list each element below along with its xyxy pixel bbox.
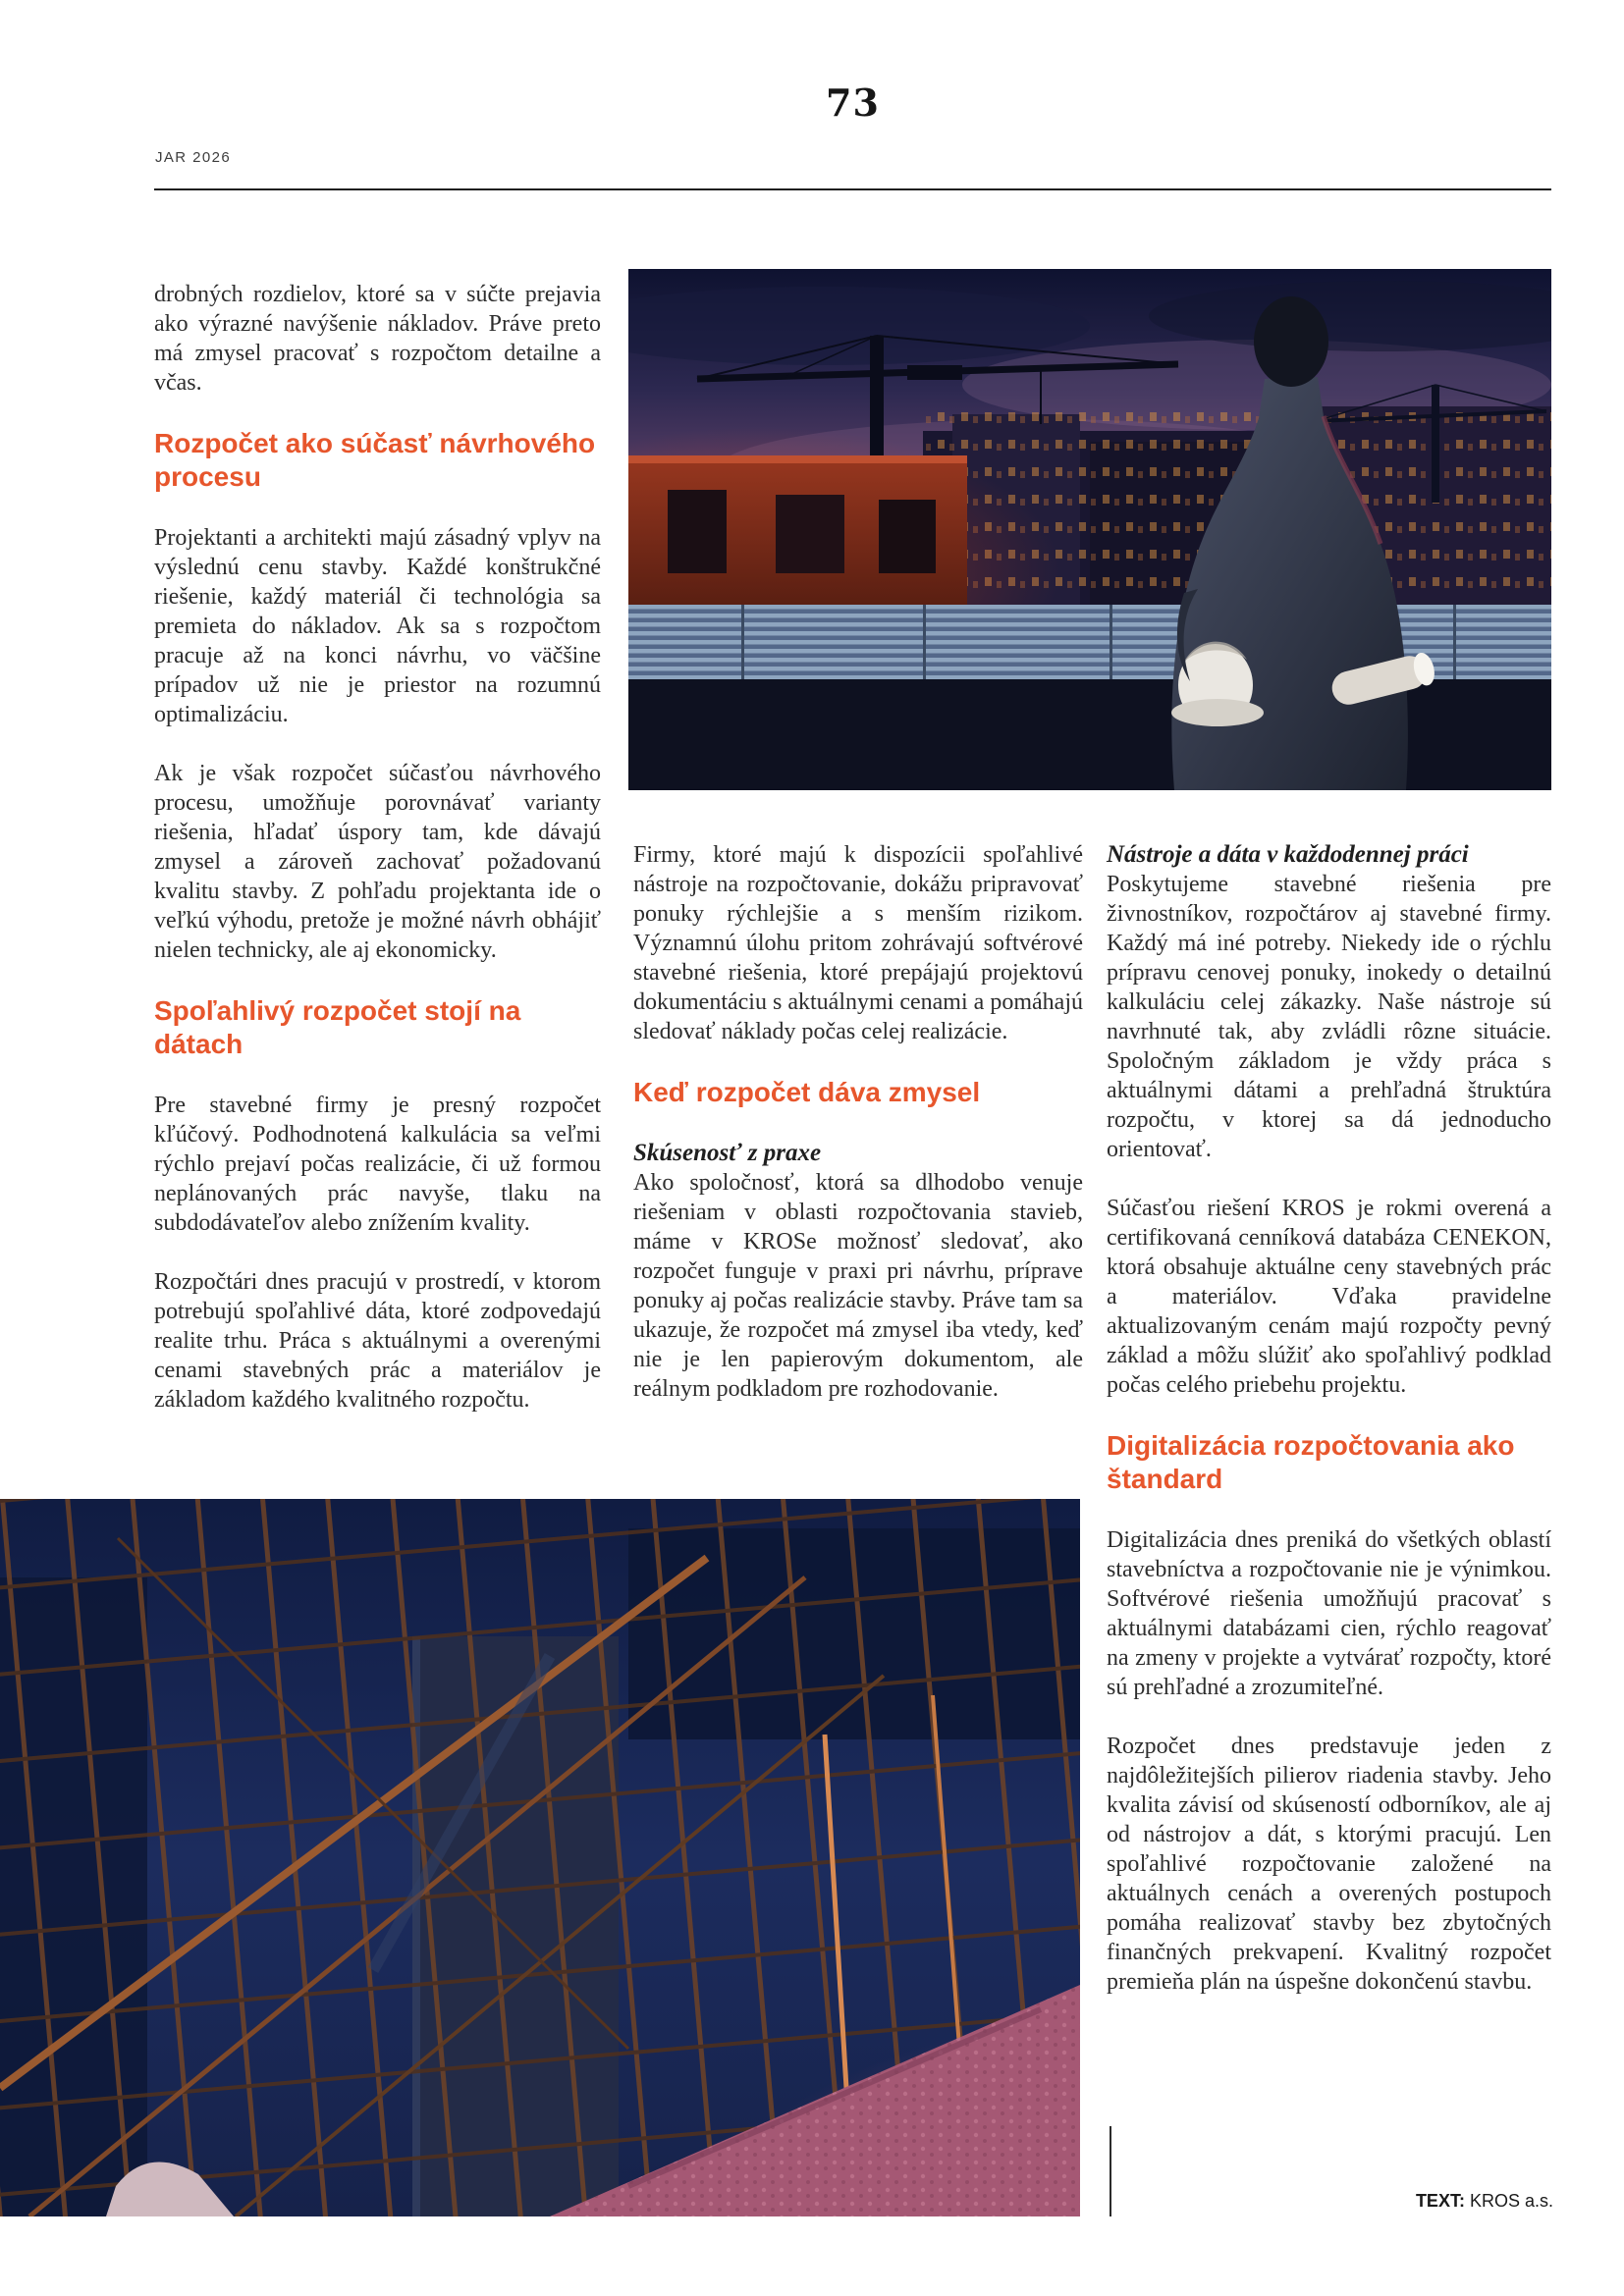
paragraph: Firmy, ktoré majú k dispozícii spoľahlivé nástroje na rozpočtovanie, dokážu pripravovať ponuky rýchlejšie a s menším rizikom. Významnú úlohu pritom zohrávajú softvérové stavebné riešenia, ktoré prepájajú projektovú dokumentáciu s aktuálnymi cenami a pomáhajú sledovať náklady počas celej realizácie. xyxy=(633,842,1083,1044)
paragraph: Digitalizácia dnes preniká do všetkých oblastí stavebníctva a rozpočtovanie nie je výnimkou. Softvérové riešenia umožňujú pracovať s aktuálnymi databázami cien, rýchlo reagovať na zmeny v projekte a vytvárať rozpočty, ktoré sú prehľadné a zrozumiteľné. xyxy=(1107,1527,1551,1700)
text-credit xyxy=(1107,2190,1553,2213)
credit-label: TEXT: xyxy=(1415,2191,1465,2211)
section-heading: Rozpočet ako súčasť návrhového procesu xyxy=(154,428,596,492)
construction-dusk-photo xyxy=(628,269,1551,790)
section-heading: Keď rozpočet dáva zmysel xyxy=(633,1077,981,1107)
column-right xyxy=(1107,840,1551,2026)
worker-head xyxy=(1254,296,1328,387)
construction-dusk-illustration xyxy=(628,269,1551,790)
issue-label: JAR 2026 xyxy=(155,149,232,166)
credit-value: KROS a.s. xyxy=(1469,2191,1553,2211)
paragraph: Pre stavebné firmy je presný rozpočet kľúčový. Podhodnotená kalkulácia sa veľmi rýchlo prejaví počas realizácie, či už formou neplánovaných prác navyše, tlaku na subdodávateľov alebo znížením kvality. xyxy=(154,1093,601,1236)
scaffolding-night-illustration xyxy=(0,1499,1080,2216)
column-left xyxy=(154,280,601,1444)
ground xyxy=(628,679,1551,790)
header-rule xyxy=(154,188,1551,190)
sub-heading: Nástroje a dáta v každodennej práci xyxy=(1107,841,1469,868)
paragraph: Ak je však rozpočet súčasťou návrhového procesu, umožňuje porovnávať varianty riešenia, hľadať úspory tam, kde dávajú zmysel a zároveň zachovať požadovanú kvalitu stavby. Z pohľadu projektanta ide o veľkú výhodu, pretože je možné návrh obhájiť nielen technicky, ale aj ekonomicky. xyxy=(154,761,601,963)
section-heading: Spoľahlivý rozpočet stojí na dátach xyxy=(154,995,521,1059)
paragraph: drobných rozdielov, ktoré sa v súčte prejavia ako výrazné navýšenie nákladov. Práve preto má zmysel pracovať s rozpočtom detailne a včas. xyxy=(154,282,601,396)
unfinished-brick-building xyxy=(628,455,967,605)
page-number: 73 xyxy=(826,80,880,125)
paragraph: Projektanti a architekti majú zásadný vplyv na výslednú cenu stavby. Každé konštrukčné riešenie, každý materiál či technológia sa premieta do nákladov. Ak sa s rozpočtom pracuje až na konci návrhu, vo väčšine prípadov už nie je priestor na rozumnú optimalizáciu. xyxy=(154,525,601,727)
paragraph: Ako spoločnosť, ktorá sa dlhodobo venuje riešeniam v oblasti rozpočtovania stavieb, máme v KROSe možnosť sledovať, ako rozpočet funguje v praxi pri návrhu, príprave ponuky aj počas realizácie stavby. Práve tam sa ukazuje, že rozpočet má zmysel iba vtedy, keď nie je len papierovým dokumentom, ale reálnym podkladom pre rozhodovanie. xyxy=(633,1170,1083,1402)
section-heading: Digitalizácia rozpočtovania ako štandard xyxy=(1107,1430,1515,1494)
paragraph: Rozpočtári dnes pracujú v prostredí, v ktorom potrebujú spoľahlivé dáta, ktoré zodpovedajú realite trhu. Práca s aktuálnymi a overenými cenami stavebných prác a materiálov je základom každého kvalitného rozpočtu. xyxy=(154,1269,601,1413)
column-middle xyxy=(633,840,1083,1433)
paragraph: Poskytujeme stavebné riešenia pre živnostníkov, rozpočtárov aj stavebné firmy. Každý má iné potreby. Niekedy ide o rýchlu prípravu cenovej ponuky, inokedy o detailnú kalkuláciu celej zákazky. Naše nástroje sú navrhnuté tak, aby zvládli rôzne situácie. Spoločným základom je vždy práca s aktuálnymi dátami a prehľadná štruktúra rozpočtu, v ktorej sa dá jednoducho orientovať. xyxy=(1107,872,1551,1162)
paragraph: Rozpočet dnes predstavuje jeden z najdôležitejších pilierov riadenia stavby. Jeho kvalita závisí od skúseností odborníkov, ale aj od nástrojov a dát, s ktorými pracujú. Len spoľahlivé rozpočtovanie založené na aktuálnych cenách a overených postupoch pomáha realizovať stavby bez zbytočných finančných prekvapení. Kvalitný rozpočet premieňa plán na úspešne dokončenú stavbu. xyxy=(1107,1734,1551,1995)
scaffolding-night-photo xyxy=(0,1499,1080,2216)
sub-heading: Skúsenosť z praxe xyxy=(633,1140,822,1166)
paragraph: Súčasťou riešení KROS je rokmi overená a certifikovaná cenníková databáza CENEKON, ktorá obsahuje aktuálne ceny stavebných prác a materiálov. Vďaka pravidelne aktualizovaným cenám majú rozpočty pevný základ a môžu slúžiť ako spoľahlivý podklad počas celého priebehu projektu. xyxy=(1107,1196,1551,1398)
